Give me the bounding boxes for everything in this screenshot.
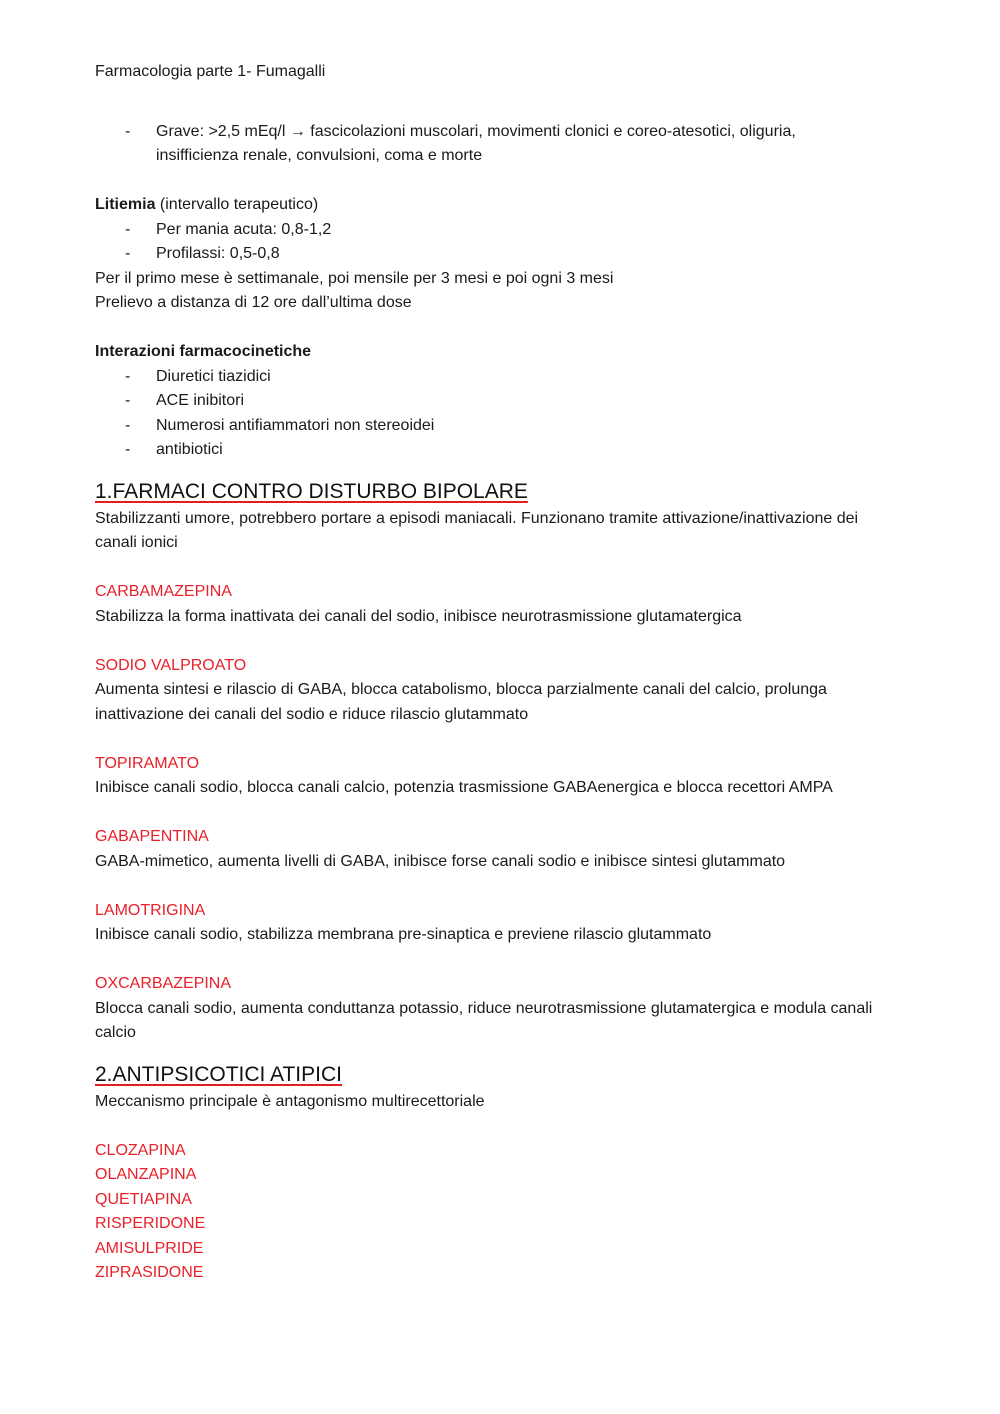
list-item: [95, 218, 895, 243]
bullet-dash: -: [125, 367, 131, 385]
bullet-dash: -: [125, 416, 131, 434]
litiemia-title: Litiemia: [95, 196, 156, 213]
drug-description: Stabilizza la forma inattivata dei canali del sodio, inibisce neurotrasmissione glutamatergica: [95, 607, 742, 625]
drug-name: QUETIAPINA: [95, 1190, 192, 1208]
interazioni-title: Interazioni farmacocinetiche: [95, 343, 312, 360]
drug-name: LAMOTRIGINA: [95, 901, 206, 919]
drug-description: Aumenta sintesi e rilascio di GABA, blocca catabolismo, blocca parzialmente canali del calcio, prolunga inattivazione dei canali del sodio e riduce rilascio glutammato: [95, 681, 827, 723]
drug-name: SODIO VALPROATO: [95, 656, 247, 674]
bullet-dash: -: [125, 220, 131, 238]
list-item: [95, 414, 895, 439]
interazioni-item: Diuretici tiazidici: [156, 367, 271, 385]
list-item: [95, 389, 895, 414]
drug-name: CARBAMAZEPINA: [95, 583, 232, 600]
bullet-dash: -: [125, 392, 131, 409]
interazioni-item: ACE inibitori: [156, 392, 245, 409]
document-page: [95, 60, 895, 1286]
drug-name: GABAPENTINA: [95, 828, 209, 845]
bullet-dash: -: [125, 122, 131, 140]
drug-name: OXCARBAZEPINA: [95, 975, 232, 992]
drug-name: TOPIRAMATO: [95, 754, 200, 772]
section1-heading: 1.FARMACI CONTRO DISTURBO BIPOLARE: [95, 479, 528, 503]
bullet-dash: -: [125, 245, 131, 262]
drug-name: RISPERIDONE: [95, 1215, 206, 1232]
litiemia-item: Per mania acuta: 0,8-1,2: [156, 220, 332, 238]
interazioni-item: antibiotici: [156, 441, 223, 458]
grave-bullet: [95, 120, 895, 169]
litiemia-subtitle: (intervallo terapeutico): [155, 196, 319, 213]
litiemia-heading: [95, 193, 895, 218]
drug-name: ZIPRASIDONE: [95, 1264, 204, 1281]
drug-name: CLOZAPINA: [95, 1141, 186, 1159]
list-item: [95, 365, 895, 390]
litiemia-note: Prelievo a distanza di 12 ore dall’ultima dose: [95, 294, 412, 311]
drug-name: OLANZAPINA: [95, 1166, 197, 1183]
drug-description: Inibisce canali sodio, stabilizza membrana pre-sinaptica e previene rilascio glutammato: [95, 926, 712, 943]
drug-description: Blocca canali sodio, aumenta conduttanza potassio, riduce neurotrasmissione glutamatergica e modula canali calcio: [95, 999, 873, 1041]
list-item: [95, 242, 895, 267]
page-header: Farmacologia parte 1- Fumagalli: [95, 63, 326, 80]
section2-heading: 2.ANTIPSICOTICI ATIPICI: [95, 1062, 342, 1086]
interazioni-item: Numerosi antifiammatori non stereoidei: [156, 416, 435, 434]
drug-name: AMISULPRIDE: [95, 1239, 204, 1257]
bullet-dash: -: [125, 441, 131, 458]
litiemia-item: Profilassi: 0,5-0,8: [156, 245, 280, 262]
drug-description: GABA-mimetico, aumenta livelli di GABA, inibisce forse canali sodio e inibisce sintesi glutammato: [95, 852, 786, 870]
drug-description: Inibisce canali sodio, blocca canali calcio, potenzia trasmissione GABAenergica e blocca recettori AMPA: [95, 779, 833, 796]
section2-intro: Meccanismo principale è antagonismo multirecettoriale: [95, 1092, 485, 1110]
grave-text: Grave: >2,5 mEq/l → fascicolazioni muscolari, movimenti clonici e coreo-atesotici, oliguria, insifficienza renale, convulsioni, coma e morte: [156, 122, 796, 164]
list-item: [95, 438, 895, 463]
section1-intro: Stabilizzanti umore, potrebbero portare a episodi maniacali. Funzionano tramite attivazione/inattivazione dei canali ionici: [95, 509, 859, 551]
litiemia-note: Per il primo mese è settimanale, poi mensile per 3 mesi e poi ogni 3 mesi: [95, 269, 614, 287]
